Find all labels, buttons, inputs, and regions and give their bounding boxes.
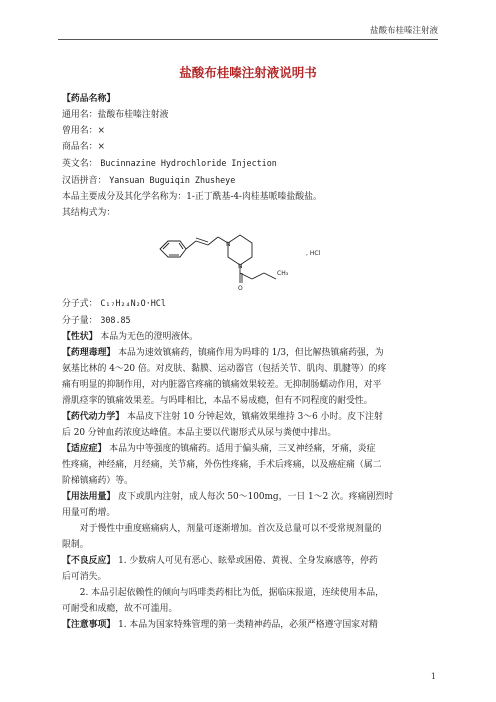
methyl-label: CH₃ (277, 270, 289, 277)
indications-text: 本品为中等强度的镇痛药。适用于偏头痛，三叉神经痛，牙痛，炎症 (109, 444, 376, 454)
precautions-line-1 (62, 617, 436, 633)
molecular-weight: 308.85 (100, 315, 131, 325)
adverse-item2-line-1: 2. 本品引起依赖性的倾向与吗啡类药相比为低，据临床报道，连续使用本品， (79, 588, 384, 598)
svg-text:N: N (226, 241, 231, 248)
dosage-para2-line-2: 限制。 (62, 540, 89, 550)
adverse-line-2: 后可消失。 (62, 572, 107, 582)
english-name-row (62, 155, 436, 172)
dosage-text: 皮下或肌内注射，成人每次 50～100mg，一日 1～2 次。疼痛剧烈时 (118, 492, 394, 502)
english-name: Bucinnazine Hydrochloride Injection (100, 158, 277, 168)
molecular-weight-label: 分子量： (62, 316, 98, 326)
toxicology-line-1 (62, 345, 436, 361)
pharmacokinetics-line-2: 后 20 分钟血药浓度达峰值。本品主要以代谢形式从尿与粪便中排出。 (62, 428, 337, 438)
toxicology-text: 本品为速效镇痛药，镇痛作用为吗啡的 1/3，但比解热镇痛药强，为 (118, 348, 384, 358)
document-body (62, 91, 436, 633)
section-heading-properties: 【性状】 (62, 332, 98, 342)
pinyin-label: 汉语拼音： (62, 176, 107, 186)
page-number: 1 (430, 672, 436, 681)
composition-text: 本品主要成分及其化学名称为：1-正丁酰基-4-肉桂基哌嗪盐酸盐。 (62, 192, 322, 202)
section-heading-pharmacokinetics: 【药代动力学】 (62, 412, 125, 422)
indications-line-2: 性疼痛，神经痛，月经痛，关节痛，外伤性疼痛，手术后疼痛，以及癌症痛（属二 (62, 460, 382, 470)
section-heading-toxicology: 【药理毒理】 (62, 348, 116, 358)
structure-label: 其结构式为： (62, 208, 116, 218)
dosage-para2-line-1: 对于慢性中重度癌痛病人，剂量可逐渐增加。首次及总量可以不受常规剂量的 (79, 524, 382, 534)
english-name-label: 英文名： (62, 159, 98, 169)
molecular-formula: C₁₇H₂₄N₂O·HCl (100, 298, 166, 308)
header-rule (58, 39, 438, 40)
section-heading-dosage: 【用法用量】 (62, 492, 116, 502)
precautions-text: 1. 本品为国家特殊管理的第一类精神药品，必须严格遵守国家对精 (118, 620, 378, 630)
pinyin-row (62, 172, 436, 189)
indications-line-3: 阶梯镇痛药）等。 (62, 476, 133, 486)
trade-name: 商品名：× (62, 142, 105, 152)
adverse-line-1 (62, 553, 436, 569)
pharmacokinetics-text: 本品皮下注射 10 分钟起效，镇痛效果维持 3～6 小时。皮下注射 (126, 412, 383, 422)
dosage-line-2: 用量可酌增。 (62, 508, 116, 518)
indications-line-1 (62, 441, 436, 457)
running-header: 盐酸布桂嗪注射液 (369, 26, 438, 36)
section-heading-drug-name: 【药品名称】 (62, 94, 116, 104)
hcl-label: , HCl (306, 250, 321, 257)
molecular-formula-row (62, 295, 436, 312)
toxicology-line-3: 痛有明显的抑制作用，对内脏器官疼痛的镇痛效果较差。无抑制肠蠕动作用，对平 (62, 380, 382, 390)
molecular-weight-row (62, 312, 436, 329)
toxicology-line-4: 滑肌痉挛的镇痛效果差。与吗啡相比，本品不易成瘾，但有不同程度的耐受性。 (62, 396, 373, 406)
properties-row (62, 329, 436, 345)
toxicology-line-2: 氨基比林的 4～20 倍。对皮肤、黏膜、运动器官（包括关节、肌肉、肌腱等）的疼 (62, 364, 387, 374)
oxygen-label: O (238, 285, 243, 292)
molecular-formula-label: 分子式： (62, 299, 98, 309)
document-title: 盐酸布桂嗪注射液说明书 (179, 65, 317, 80)
section-heading-adverse: 【不良反应】 (62, 556, 116, 566)
adverse-item2-line-2: 可耐受和成瘾，故不可滥用。 (62, 604, 178, 614)
properties-text: 本品为无色的澄明液体。 (100, 332, 198, 342)
structural-formula-drawing (156, 227, 346, 295)
former-name: 曾用名：× (62, 126, 105, 136)
generic-name: 通用名：盐酸布桂嗪注射液 (62, 110, 169, 120)
section-heading-precautions: 【注意事项】 (62, 620, 116, 630)
dosage-line-1 (62, 489, 436, 505)
pharmacokinetics-line-1 (62, 409, 436, 425)
section-heading-indications: 【适应症】 (62, 444, 107, 454)
svg-text:N: N (238, 263, 243, 270)
adverse-text: 1. 少数病人可见有恶心、眩晕或困倦、黄视、全身发麻感等，停药 (118, 556, 378, 566)
pinyin-name: Yansuan Buguiqin Zhusheye (109, 175, 236, 185)
structural-formula (62, 227, 436, 295)
